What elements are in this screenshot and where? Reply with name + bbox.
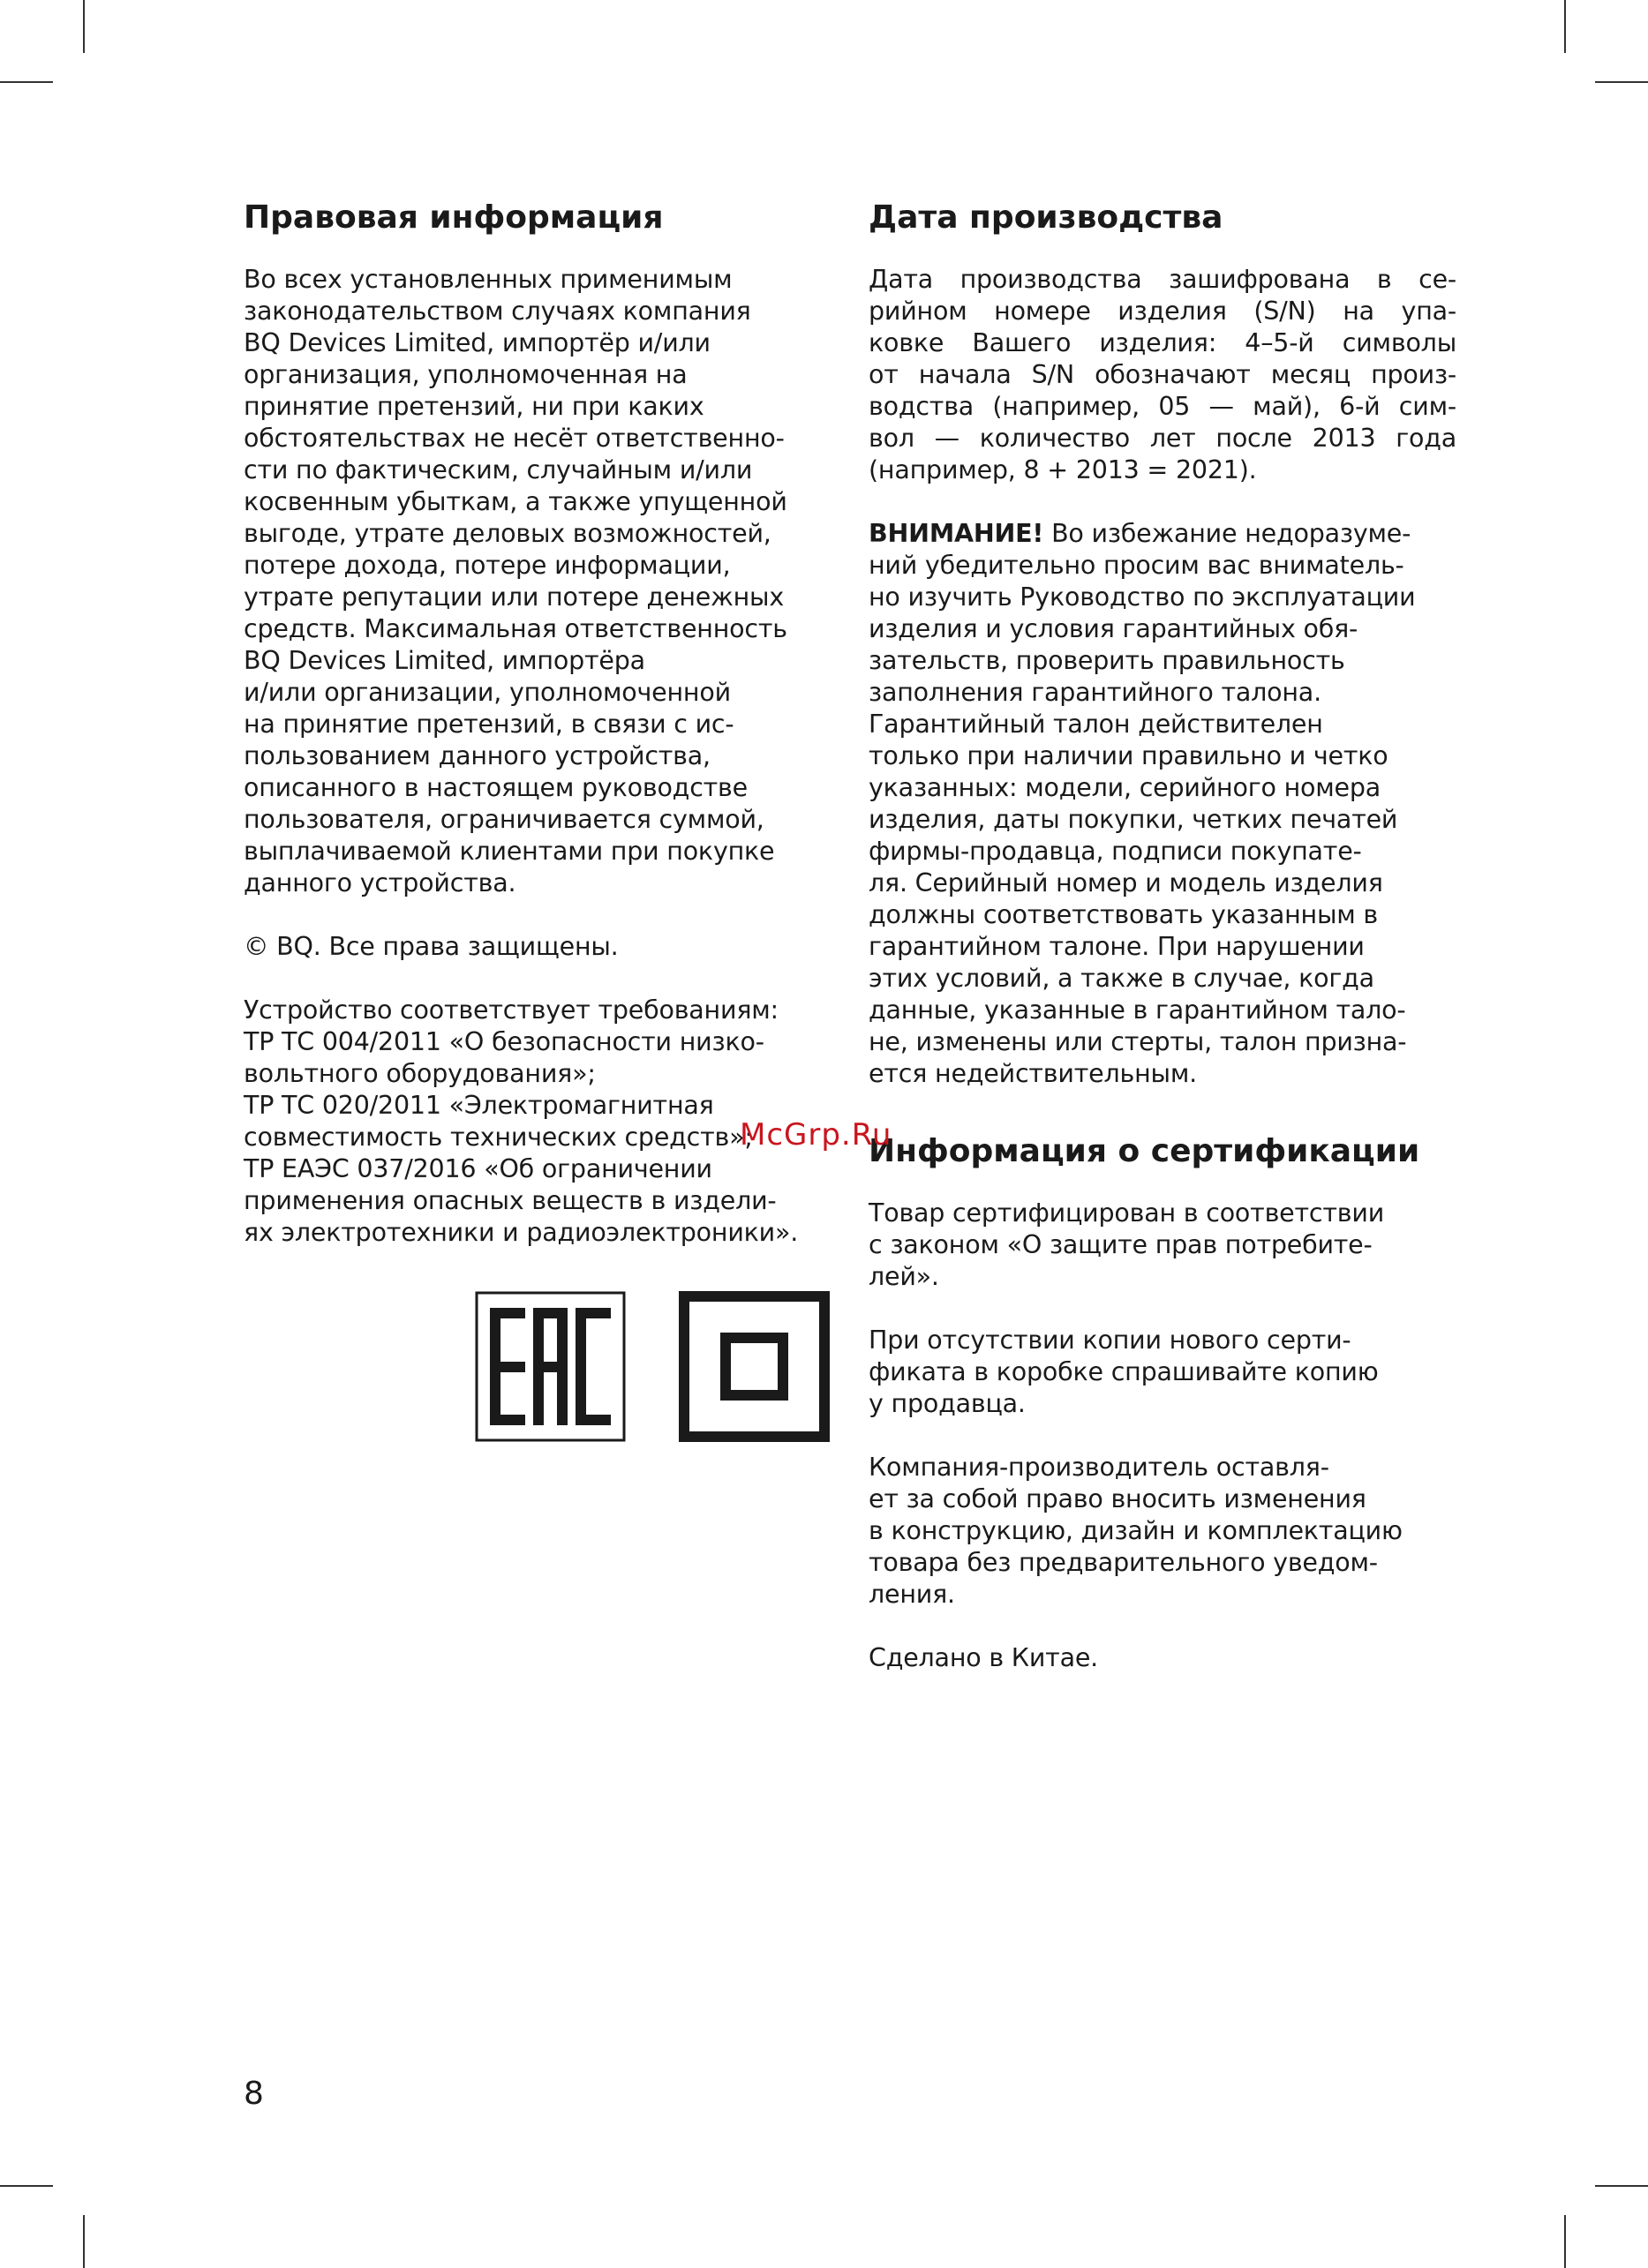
text-line: ля. Серийный номер и модель изделия xyxy=(869,868,1383,897)
text-line: заполнения гарантийного талона. xyxy=(869,678,1321,707)
double-insulation-icon xyxy=(679,1291,830,1442)
text-line: пользованием данного устройства, xyxy=(244,741,711,770)
text-line: вольтного оборудования»; xyxy=(244,1059,596,1088)
text-line: фиката в коробке спрашивайте копию xyxy=(869,1357,1379,1386)
certification-paragraph xyxy=(869,1198,1456,1293)
watermark: McGrp.Ru xyxy=(740,1117,892,1153)
text-line: средств. Максимальная ответственность xyxy=(244,614,787,643)
text-line: Во всех установленных применимым xyxy=(244,265,733,294)
text-line xyxy=(869,518,1456,550)
text-line: фирмы-продавца, подписи покупате- xyxy=(869,837,1362,866)
text-line: косвенным убыткам, а также упущенной xyxy=(244,487,787,516)
production-paragraph xyxy=(869,264,1456,486)
text-line: товара без предварительного уведом- xyxy=(869,1548,1378,1577)
text-line: ет за собой право вносить изменения xyxy=(869,1484,1366,1513)
text-line: Гарантийный талон действителен xyxy=(869,710,1323,739)
text-line: выгоде, утрате деловых возможностей, xyxy=(244,519,771,548)
text-line: применения опасных веществ в издели- xyxy=(244,1186,777,1215)
text-line: только при наличии правильно и четко xyxy=(869,741,1388,770)
text-line: ления. xyxy=(869,1580,955,1609)
production-section xyxy=(869,199,1456,1706)
made-in-paragraph xyxy=(869,1642,1456,1674)
compliance-paragraph xyxy=(244,995,826,1249)
text-line: обстоятельствах не несёт ответственно- xyxy=(244,424,785,453)
text-line: в конструкцию, дизайн и комплектацию xyxy=(869,1516,1403,1545)
legal-title: Правовая информация xyxy=(244,199,664,236)
crop-mark xyxy=(0,81,53,83)
text-line: но изучить Руководство по эксплуатации xyxy=(869,582,1416,612)
text-line: ТР ТС 004/2011 «О безопасности низко- xyxy=(244,1027,764,1056)
text-line: данные, указанные в гарантийном тало- xyxy=(869,995,1406,1025)
text-line: с законом «О защите прав потребите- xyxy=(869,1230,1373,1259)
text-line: должны соответствовать указанным в xyxy=(869,900,1379,929)
text-line: организация, уполномоченная на xyxy=(244,360,688,389)
text-line: ТР ЕАЭС 037/2016 «Об ограничении xyxy=(244,1154,712,1183)
crop-mark xyxy=(1564,0,1566,53)
warning-paragraph xyxy=(869,518,1456,1090)
copyright-notice xyxy=(244,931,826,963)
crop-mark xyxy=(0,2185,53,2187)
text-line: гарантийном талоне. При нарушении xyxy=(869,932,1365,961)
text-line: совместимость технических средств»; xyxy=(244,1123,753,1152)
text-line: пользователя, ограничивается суммой, xyxy=(244,805,764,834)
text-line: изделия, даты покупки, четких печатей xyxy=(869,805,1398,834)
warning-text: Во избежание недоразуме- xyxy=(1043,519,1411,548)
legal-paragraph xyxy=(244,264,826,899)
production-title: Дата производства xyxy=(869,199,1223,236)
text-line: этих условий, а также в случае, когда xyxy=(869,964,1374,993)
text-line: изделия и условия гарантийных обя- xyxy=(869,614,1358,643)
text-line: не, изменены или стерты, талон призна- xyxy=(869,1027,1407,1056)
crop-mark xyxy=(83,2215,85,2268)
text-line: Сделано в Китае. xyxy=(869,1643,1099,1672)
text-line: ется недействительным. xyxy=(869,1059,1197,1088)
text-line: данного устройства. xyxy=(244,868,516,897)
text-line: вол — количество лет после 2013 года xyxy=(869,424,1456,453)
certificate-copy-paragraph xyxy=(869,1325,1456,1420)
text-line: BQ Devices Limited, импортёр и/или xyxy=(244,328,711,357)
crop-mark xyxy=(1595,81,1648,83)
legal-section xyxy=(244,199,826,1280)
warning-label: ВНИМАНИЕ! xyxy=(869,519,1044,548)
text-line: Устройство соответствует требованиям: xyxy=(244,995,779,1025)
manufacturer-rights-paragraph xyxy=(869,1452,1456,1611)
text-line: ТР ТС 020/2011 «Электромагнитная xyxy=(244,1091,714,1120)
text-line: на принятие претензий, в связи с ис- xyxy=(244,710,734,739)
text-line: потере дохода, потере информации, xyxy=(244,551,731,580)
text-line: принятие претензий, ни при каких xyxy=(244,392,704,421)
crop-mark xyxy=(83,0,85,53)
crop-mark xyxy=(1564,2215,1566,2268)
crop-mark xyxy=(1595,2185,1648,2187)
text-line: у продавца. xyxy=(869,1389,1026,1418)
text-line: BQ Devices Limited, импортёра xyxy=(244,646,645,675)
text-line: зательств, проверить правильность xyxy=(869,646,1345,675)
text-line: ях электротехники и радиоэлектроники». xyxy=(244,1218,799,1247)
text-line: ковке Вашего изделия: 4–5-й символы xyxy=(869,328,1456,357)
text-line: рийном номере изделия (S/N) на упа- xyxy=(869,297,1456,326)
text-line: Товар сертифицирован в соответствии xyxy=(869,1198,1385,1228)
text-line: лей». xyxy=(869,1262,939,1291)
text-line: ний убедительно просим вас внимatель- xyxy=(869,551,1404,580)
text-line: и/или организации, уполномоченной xyxy=(244,678,731,707)
text-line: Компания-производитель оставля- xyxy=(869,1453,1329,1482)
text-line: утрате репутации или потере денежных xyxy=(244,582,785,612)
text-line: При отсутствии копии нового серти- xyxy=(869,1326,1351,1355)
eac-mark-icon xyxy=(475,1291,626,1442)
text-line: указанных: модели, серийного номера xyxy=(869,773,1381,802)
text-line: © BQ. Все права защищены. xyxy=(244,932,619,961)
text-line: описанного в настоящем руководстве xyxy=(244,773,748,802)
text-line: водства (например, 05 — май), 6-й сим- xyxy=(869,392,1456,421)
certification-title: Информация о сертификации xyxy=(869,1133,1420,1169)
text-line: (например, 8 + 2013 = 2021). xyxy=(869,455,1257,484)
text-line: Дата производства зашифрована в се- xyxy=(869,265,1456,294)
text-line: законодательством случаях компания xyxy=(244,297,751,326)
text-line: выплачиваемой клиентами при покупке xyxy=(244,837,775,866)
page-number: 8 xyxy=(244,2076,264,2112)
text-line: от начала S/N обозначают месяц произ- xyxy=(869,360,1456,389)
text-line: сти по фактическим, случайным и/или xyxy=(244,455,753,484)
